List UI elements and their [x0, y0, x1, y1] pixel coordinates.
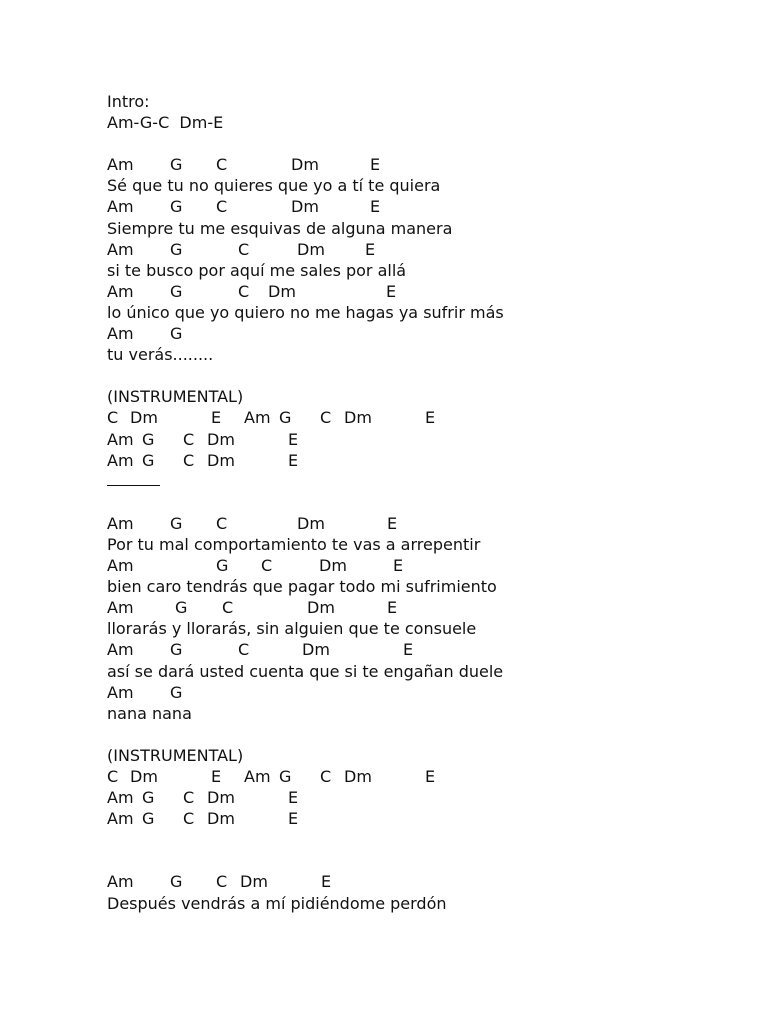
chord: E — [211, 767, 222, 786]
chord: E — [370, 197, 381, 217]
chord: Dm — [297, 239, 325, 259]
chord: C — [107, 408, 119, 428]
chord: Am — [107, 598, 134, 618]
chord: E — [321, 872, 332, 892]
chord-line — [107, 154, 747, 175]
chord-line — [107, 513, 747, 534]
intro-chords: Am-G-C Dm-E — [107, 113, 224, 133]
chord: E — [288, 450, 299, 470]
chord: Dm — [268, 281, 296, 301]
chord: G — [142, 450, 155, 470]
chord-line — [107, 239, 747, 260]
chord: C — [320, 408, 332, 428]
chord: C — [216, 155, 228, 175]
chord: Am — [107, 450, 134, 470]
chord-line — [107, 450, 747, 471]
chord: C — [216, 872, 228, 892]
chord: E — [211, 408, 222, 428]
chord: E — [387, 598, 398, 618]
intro-label: Intro: — [107, 92, 150, 111]
chord: Dm — [207, 809, 235, 829]
chord: G — [279, 408, 292, 428]
chord: G — [142, 788, 155, 808]
chord: G — [175, 598, 188, 618]
instrumental-label: (INSTRUMENTAL) — [107, 745, 244, 765]
chord: Dm — [291, 197, 319, 217]
chord: Am — [107, 239, 134, 259]
chord: C — [238, 640, 250, 660]
chord: G — [170, 324, 183, 344]
chord: Dm — [207, 788, 235, 808]
chord: Dm — [130, 408, 158, 428]
chord: C — [183, 450, 195, 470]
chord: Am — [107, 429, 134, 449]
chord: C — [183, 788, 195, 808]
chord: Dm — [344, 408, 372, 428]
chord: G — [170, 682, 183, 702]
lyric-line: Por tu mal comportamiento te vas a arrepentir — [107, 534, 481, 554]
lyric-line: tu verás........ — [107, 345, 214, 365]
chord: Dm — [307, 598, 335, 618]
chord: E — [288, 429, 299, 449]
chord: G — [170, 155, 183, 175]
chord: Dm — [302, 640, 330, 660]
chord-line — [107, 407, 747, 428]
lyric-line: Siempre tu me esquivas de alguna manera — [107, 218, 453, 238]
chord: E — [403, 640, 414, 660]
chord: G — [279, 767, 292, 786]
chord: Am — [107, 682, 134, 702]
chord: C — [216, 513, 228, 533]
chord: Dm — [319, 556, 347, 576]
chord: E — [425, 767, 436, 786]
section-divider — [107, 471, 747, 492]
chord: Am — [107, 513, 134, 533]
chord: Am — [107, 155, 134, 175]
chord: Am — [107, 197, 134, 217]
chord-line — [107, 787, 747, 808]
lyric-line: bien caro tendrás que pagar todo mi sufrimiento — [107, 577, 497, 597]
chord-line — [107, 808, 747, 829]
lyric-line: lo único que yo quiero no me hagas ya sufrir más — [107, 302, 504, 322]
chord: Am — [107, 640, 134, 660]
chord: C — [238, 239, 250, 259]
chord: Am — [107, 872, 134, 892]
chord: E — [288, 788, 299, 808]
chord: C — [216, 197, 228, 217]
chord-line — [107, 281, 747, 302]
chord: E — [288, 809, 299, 829]
chord-line — [107, 639, 747, 660]
lyric-line: si te busco por aquí me sales por allá — [107, 260, 407, 280]
chord: Am — [244, 408, 271, 428]
chord: Am — [244, 767, 271, 786]
chord: Am — [107, 281, 134, 301]
chord: G — [142, 429, 155, 449]
chord: E — [387, 513, 398, 533]
lyric-line: Después vendrás a mí pidiéndome perdón — [107, 893, 447, 913]
chord: G — [170, 239, 183, 259]
chord: C — [222, 598, 234, 618]
instrumental-label: (INSTRUMENTAL) — [107, 387, 244, 407]
chord: Dm — [291, 155, 319, 175]
chord: G — [170, 197, 183, 217]
chord: G — [142, 809, 155, 829]
chord-line — [107, 682, 747, 703]
chord: Dm — [297, 513, 325, 533]
chord: G — [170, 513, 183, 533]
chord-line — [107, 597, 747, 618]
chord: C — [320, 767, 332, 786]
chord-line — [107, 429, 747, 450]
chord-line — [107, 871, 747, 892]
lyric-line: nana nana — [107, 703, 192, 723]
chord: E — [393, 556, 404, 576]
lyric-line: Sé que tu no quieres que yo a tí te quiera — [107, 176, 441, 196]
chord: C — [107, 767, 119, 786]
chord: Am — [107, 809, 134, 829]
chord: C — [183, 809, 195, 829]
chord: Am — [107, 324, 134, 344]
chord: E — [370, 155, 381, 175]
chord: Dm — [207, 429, 235, 449]
lyric-line: así se dará usted cuenta que si te engañan duele — [107, 661, 504, 681]
chord: G — [216, 556, 229, 576]
chord: Am — [107, 556, 134, 576]
chord: Dm — [240, 872, 268, 892]
chord-line — [107, 555, 747, 576]
chord: Dm — [344, 767, 372, 786]
chord: G — [170, 640, 183, 660]
chord: E — [386, 281, 397, 301]
chord-sheet — [107, 91, 747, 914]
chord-line — [107, 196, 747, 217]
chord: G — [170, 872, 183, 892]
chord: C — [261, 556, 273, 576]
chord: Dm — [130, 767, 158, 786]
chord: E — [425, 408, 436, 428]
chord-line — [107, 323, 747, 344]
chord-line — [107, 766, 747, 787]
chord: C — [183, 429, 195, 449]
chord: E — [365, 239, 376, 259]
lyric-line: llorarás y llorarás, sin alguien que te consuele — [107, 619, 477, 639]
chord: G — [170, 281, 183, 301]
chord: Am — [107, 788, 134, 808]
chord: C — [238, 281, 250, 301]
chord: Dm — [207, 450, 235, 470]
